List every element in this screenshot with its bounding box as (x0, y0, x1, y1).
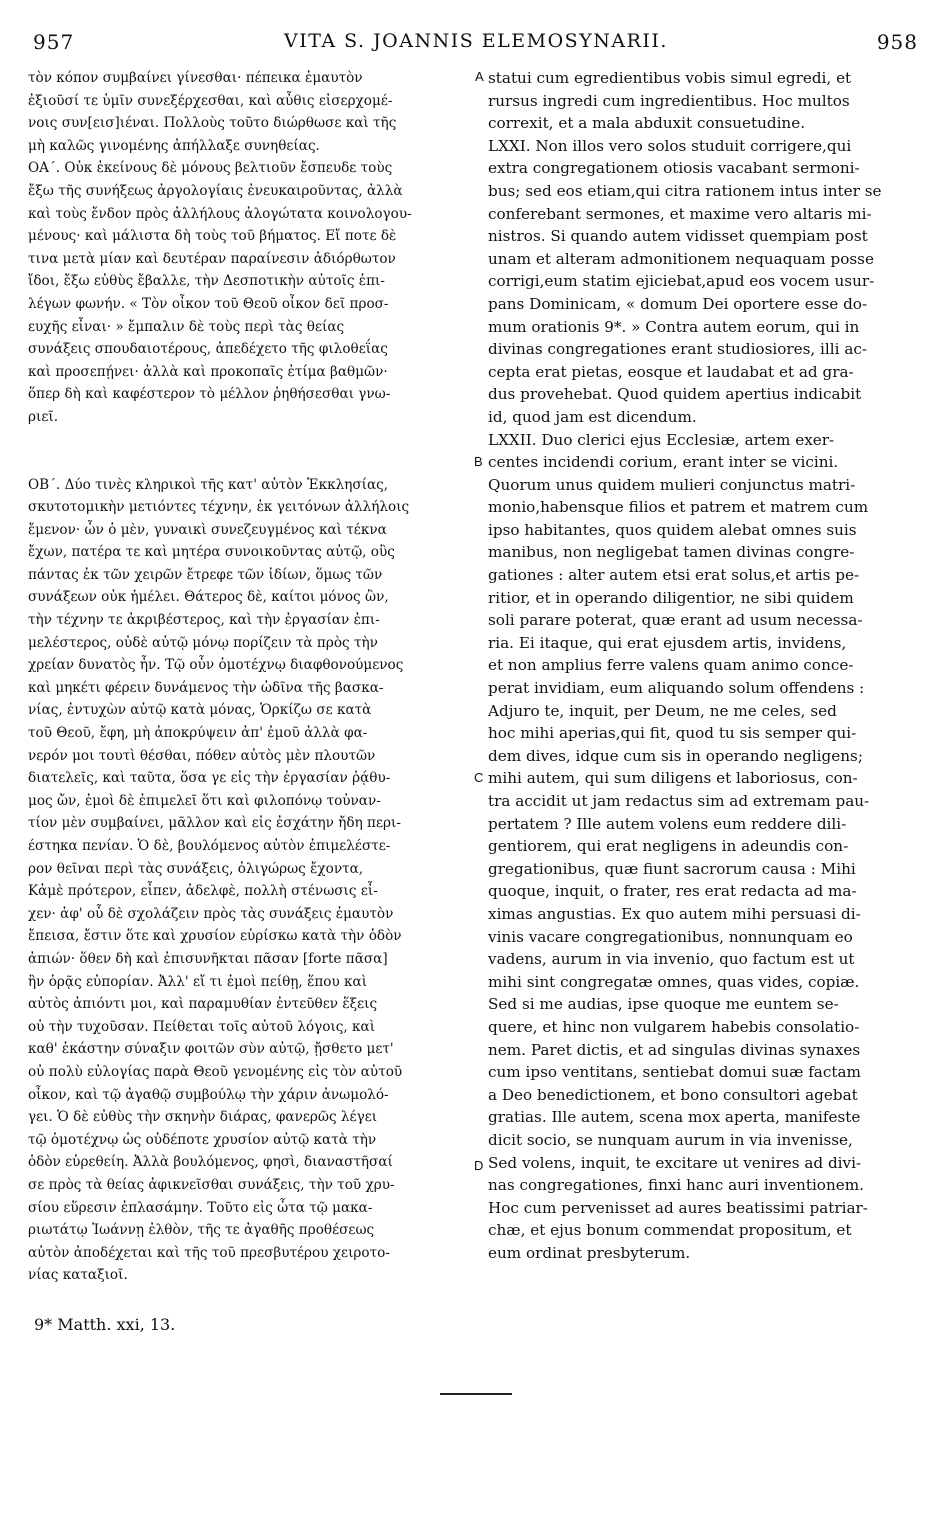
latin-line: hoc mihi aperias,qui fit, quod tu sis semper qui- (488, 724, 857, 743)
greek-line: αὐτὸν ἀποδέχεται καὶ τῆς τοῦ πρεσβυτέρου χειροτο- (28, 1244, 390, 1261)
greek-line: τὸν κόπον συμβαίνει γίνεσθαι· πέπεικα ἐμαυτὸν (28, 70, 363, 86)
greek-line: νίας, ἐντυχὼν αὐτῷ κατὰ μόνας, Ὁρκίζω σε κατὰ (28, 702, 372, 719)
latin-line: dem dives, idque cum sis in operando negligens; (488, 746, 863, 765)
latin-line: mihi autem, qui sum diligens et laboriosus, con- (488, 769, 858, 788)
latin-line: statui cum egredientibus vobis simul egredi, et (488, 69, 852, 87)
latin-line: centes incidendi corium, erant inter se vicini. (488, 453, 839, 472)
greek-line: καὶ μηκέτι φέρειν δυνάμενος τὴν ὠδῖνα τῆς βασκα- (28, 679, 384, 696)
greek-line: οἶκον, καὶ τῷ ἀγαθῷ συμβούλῳ τὴν χάριν ἀνωμολό- (28, 1086, 389, 1103)
latin-line: monio,habensque filios et patrem et matrem cum (488, 498, 869, 517)
greek-line: τίον μὲν συμβαίνει, μᾶλλον καὶ εἰς ἐσχάτην ἤδη περι- (28, 815, 401, 832)
latin-line: quere, et hinc non vulgarem habebis consolatio- (488, 1017, 860, 1036)
latin-line: gregationibus, quæ fiunt sacrorum causa : Mihi (488, 859, 856, 878)
greek-line: Κἀμὲ πρότερον, εἶπεν, ἀδελφὲ, πολλὴ στένωσις εἶ- (28, 883, 378, 900)
latin-line: a Deo benedictionem, et bono consultori agebat (488, 1085, 858, 1104)
greek-line: σίου εὕρεσιν ἐπλασάμην. Τοῦτο εἰς ὦτα τῷ μακα- (28, 1199, 373, 1216)
greek-line: καὶ προσεπῄνει· ἀλλὰ καὶ προκοπαῖς ἐτίμα βαθμῶν· (28, 363, 388, 380)
latin-line: unam et alteram admonitionem nequaquam posse (488, 249, 874, 268)
latin-line: extra congregationem otiosis vacabant sermoni- (488, 159, 860, 178)
latin-line: manibus, non negligebat tamen divinas congre- (488, 543, 855, 562)
latin-line: cum ipso ventitans, sentiebat domui suæ factam (488, 1063, 861, 1082)
page-number-left: 957 (33, 30, 75, 54)
greek-line: σε πρὸς τὰ θείας ἀφικνεῖσθαι συνάξεις, τὴν τοῦ χρυ- (28, 1176, 395, 1193)
greek-line: λέγων φωνήν. « Τὸν οἶκον τοῦ Θεοῦ οἶκον δεῖ προσ- (28, 295, 389, 312)
greek-column (28, 67, 471, 1287)
greek-line: τοῦ Θεοῦ, ἔφη, μὴ ἀποκρύψειν ἀπ' ἐμοῦ ἀλλὰ φα- (28, 725, 368, 742)
greek-line: αὐτὸς ἀπιόντι μοι, καὶ παραμυθίαν ἐντεῦθεν ἕξεις (28, 996, 378, 1013)
latin-line: gationes : alter autem etsi erat solus,et artis pe- (488, 566, 860, 585)
greek-line: οὐ τὴν τυχοῦσαν. Πείθεται τοῖς αὐτοῦ λόγοις, καὶ (28, 1018, 376, 1035)
greek-line: τὴν τέχνην τε ἀκριβέστερος, καὶ τὴν ἐργασίαν ἐπι- (28, 612, 380, 629)
greek-line: ριωτάτῳ Ἰωάννῃ ἐλθὸν, τῆς τε ἀγαθῆς προθέσεως (28, 1222, 375, 1239)
greek-line: ὅπερ δὴ καὶ καφέστερον τὸ μέλλον ῥηθήσεσθαι γνω- (28, 386, 391, 403)
greek-line: ΟΒ΄. Δύο τινὲς κληρικοὶ τῆς κατ' αὐτὸν Ἐκκλησίας, (28, 476, 389, 493)
latin-line: ria. Ei itaque, qui erat ejusdem artis, invidens, (488, 633, 847, 652)
margin-marker-b: B (474, 454, 483, 469)
latin-line: ritior, et in operando diligentior, ne sibi quidem (488, 588, 854, 607)
latin-line: Adjuro te, inquit, per Deum, ne me celes, sed (488, 701, 837, 720)
latin-column (488, 67, 918, 1264)
page-header (0, 30, 952, 58)
latin-line: gratias. Ille autem, scena mox aperta, manifeste (488, 1108, 861, 1127)
greek-line: συνάξεις σπουδαιοτέρους, ἀπεδέχετο τῆς φιλοθεΐας (28, 341, 388, 358)
greek-line: ἔξω τῆς συνήξεως ἀργολογίαις ἐνευκαιροῦντας, ἀλλὰ (28, 182, 403, 199)
latin-line: pans Dominicam, « domum Dei oportere esse do- (488, 294, 868, 313)
latin-line: et non amplius ferre valens quam animo conce- (488, 656, 854, 675)
latin-line: perat invidiam, eum aliquando solum offendens : (488, 679, 865, 698)
latin-line: ipso habitantes, quos quidem alebat omnes suis (488, 520, 857, 539)
margin-marker-d: D (474, 1158, 484, 1173)
latin-line: dus provehebat. Quod quidem apertius indicabit (488, 385, 862, 404)
latin-line: mihi sint congregatæ omnes, quas vides, copiæ. (488, 972, 860, 991)
latin-line: gentiorem, qui erat negligens in adeundis con- (488, 837, 849, 856)
greek-line: ἀπιών· ὅθεν δὴ καὶ ἐπισυνῆκται πᾶσαν [forte πᾶσα] (28, 950, 388, 967)
greek-line: πάντας ἐκ τῶν χειρῶν ἔτρεφε τῶν ἰδίων, ὅμως τῶν (28, 566, 383, 583)
greek-line: νίας καταξιοῖ. (28, 1267, 128, 1284)
latin-line: nem. Paret dictis, et ad singulas divinas synaxes (488, 1040, 861, 1059)
greek-line: γει. Ὁ δὲ εὐθὺς τὴν σκηνὴν διάρας, φανερῶς λέγει (28, 1109, 378, 1126)
latin-line: Sed si me audias, ipse quoque me euntem se- (488, 995, 839, 1014)
greek-line: νερόν μοι τουτὶ θέσθαι, πόθεν αὐτὸς μὲν πλουτῶν (28, 747, 376, 764)
latin-line: nas congregationes, finxi hanc auri inventionem. (488, 1176, 864, 1195)
latin-line: conferebant sermones, et maxime vero altaris mi- (488, 204, 872, 223)
greek-line: μελέστερος, οὐδὲ αὐτῷ μόνῳ πορίζειν τὰ πρὸς τὴν (28, 634, 378, 651)
greek-line: τῷ ὁμοτέχνῳ ὡς οὐδέποτε χρυσίον αὐτῷ κατὰ τὴν (28, 1131, 377, 1148)
greek-line: μος ὤν, ἐμοὶ δὲ ἐπιμελεῖ ὅτι καὶ φιλοπόνῳ τοὐναν- (28, 792, 381, 809)
latin-line: soli parare poterat, quæ erant ad usum necessa- (488, 611, 863, 630)
latin-line: pertatem ? Ille autem volens eum reddere dili- (488, 814, 847, 833)
greek-line: ἣν ὁρᾷς εὐπορίαν. Ἀλλ' εἴ τι ἐμοὶ πείθῃ, ἕπου καὶ (28, 973, 368, 990)
latin-line: correxit, et a mala abduxit consuetudine. (488, 114, 806, 133)
latin-line: LXXI. Non illos vero solos studuit corrigere,qui (488, 136, 852, 155)
greek-line: ρον θεῖναι περὶ τὰς συνάξεις, ὀλιγώρως ἔχοντα, (28, 860, 364, 877)
greek-line: ὁδὸν εὑρεθείη. Ἀλλὰ βουλόμενος, φησὶ, διαναστῆσαί (28, 1154, 393, 1171)
greek-line: καὶ τοὺς ἔνδον πρὸς ἀλλήλους ἀλογώτατα κοινολογου- (28, 205, 412, 222)
running-title: VITA S. JOANNIS ELEMOSYNARII. (284, 30, 668, 52)
latin-line: cepta erat pietas, eosque et laudabat et ad gra- (488, 362, 854, 381)
greek-line: χρείαν δυνατὸς ἦν. Τῷ οὖν ὁμοτέχνῳ διαφθονούμενος (28, 657, 404, 674)
end-rule (440, 1393, 512, 1395)
greek-line: μένους· καὶ μάλιστα δὴ τοὺς τοῦ βήματος. Εἴ ποτε δὲ (28, 228, 397, 245)
greek-line: σκυτοτομικὴν μετιόντες τέχνην, ἐκ γειτόνων ἀλλήλοις (28, 499, 410, 516)
greek-line: καθ' ἑκάστην σύναξιν φοιτῶν σὺν αὐτῷ, ᾔσθετο μετ' (28, 1041, 394, 1058)
footnote: 9* Matth. xxi, 13. (34, 1315, 176, 1334)
margin-marker-c: C (474, 770, 484, 785)
latin-line: Quorum unus quidem mulieri conjunctus matri- (488, 475, 856, 494)
latin-line: corrigi,eum statim ejiciebat,apud eos vocem usur- (488, 272, 875, 291)
latin-line: ximas angustias. Ex quo autem mihi persuasi di- (488, 904, 861, 923)
latin-line: dicit socio, se nunquam aurum in via invenisse, (488, 1130, 853, 1149)
greek-line: ἐξιοῦσί τε ὑμῖν συνεξέρχεσθαι, καὶ αὖθις εἰσερχομέ- (28, 92, 393, 109)
greek-line: έστηκα πενίαν. Ὁ δὲ, βουλόμενος αὐτὸν ἐπιμελέστε- (28, 838, 391, 854)
greek-line: ἴδοι, ἔξω εὐθὺς ἔβαλλε, τὴν Δεσποτικὴν αὐτοῖς ἐπι- (28, 273, 385, 290)
greek-line: ριεῖ. (28, 408, 59, 425)
margin-marker-a: A (475, 69, 484, 84)
greek-line: νοις συν[εισ]ιέναι. Πολλοὺς τοῦτο διώρθωσε καὶ τῆς (28, 115, 397, 132)
latin-line: rursus ingredi cum ingredientibus. Hoc multos (488, 91, 850, 110)
latin-line: quoque, inquit, o frater, res erat redacta ad ma- (488, 882, 857, 901)
latin-line: vinis vacare congregationibus, nonnunquam eo (488, 927, 853, 946)
latin-line: id, quod jam est dicendum. (488, 407, 697, 426)
greek-line: χεν· ἀφ' οὗ δὲ σχολάζειν πρὸς τὰς συνάξεις ἐμαυτὸν (28, 905, 394, 922)
greek-line: διατελεῖς, καὶ ταῦτα, ὅσα γε εἰς τὴν ἐργασίαν ῥᾴθυ- (28, 770, 391, 787)
greek-line: ἔπεισα, ἔστιν ὅτε καὶ χρυσίον εὑρίσκω κατὰ τὴν ὁδὸν (28, 928, 402, 945)
greek-line: συνάξεων οὐκ ἠμέλει. Θάτερος δὲ, καίτοι μόνος ὢν, (28, 589, 389, 606)
paragraph-gap (28, 429, 471, 474)
latin-line: bus; sed eos etiam,qui citra rationem intus inter se (488, 181, 882, 200)
latin-line: divinas congregationes erant studiosiores, illi ac- (488, 340, 868, 359)
latin-line: chæ, et ejus bonum commendat propositum, et (488, 1221, 852, 1240)
greek-line: τινα μετὰ μίαν καὶ δευτέραν παραίνεσιν ἀδιόρθωτον (28, 250, 396, 267)
latin-line: tra accidit ut jam redactus sim ad extremam pau- (488, 792, 870, 810)
greek-line: ἔχων, πατέρα τε καὶ μητέρα συνοικοῦντας αὐτῷ, οὓς (28, 544, 395, 561)
greek-line: οὐ πολὺ εὐλογίας παρὰ Θεοῦ γενομένης εἰς τὸν αὐτοῦ (28, 1063, 403, 1080)
greek-line: μὴ καλῶς γινομένης ἀπήλλαξε συνηθείας. (28, 137, 320, 154)
latin-line: vadens, aurum in via invenio, quo factum est ut (488, 950, 855, 969)
page-number-right: 958 (876, 30, 918, 54)
greek-line: ΟΑ΄. Οὐκ ἐκείνους δὲ μόνους βελτιοῦν ἔσπευδε τοὺς (28, 160, 393, 177)
latin-line: LXXII. Duo clerici ejus Ecclesiæ, artem exer- (488, 430, 835, 449)
latin-line: Hoc cum pervenisset ad aures beatissimi patriar- (488, 1198, 868, 1217)
latin-line: nistros. Si quando autem vidisset quempiam post (488, 227, 868, 246)
latin-line: Sed volens, inquit, te excitare ut venires ad divi- (488, 1153, 862, 1172)
latin-line: mum orationis 9*. » Contra autem eorum, qui in (488, 317, 860, 336)
latin-line: eum ordinat presbyterum. (488, 1243, 691, 1262)
greek-line: ευχῆς εἶναι· » ἔμπαλιν δὲ τοὺς περὶ τὰς θείας (28, 318, 345, 335)
greek-line: ἔμενον· ὧν ὁ μὲν, γυναικὶ συνεζευγμένος καὶ τέκνα (28, 521, 387, 538)
